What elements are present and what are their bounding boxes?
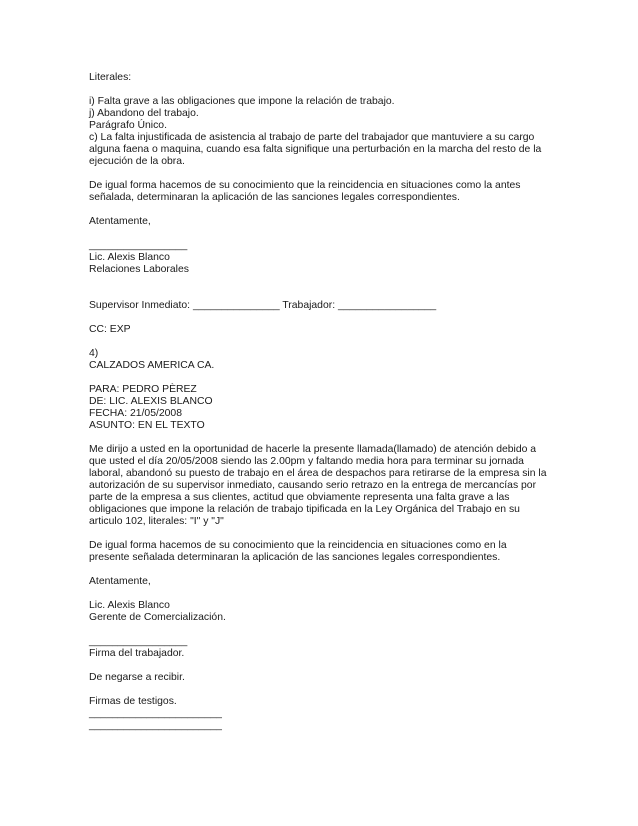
recurrence-line-1: De igual forma hacemos de su conocimiento que la reincidencia en situaciones como la antes	[89, 180, 521, 191]
company-name: CALZADOS AMERICA CA.	[89, 360, 215, 371]
literales-heading: Literales:	[89, 72, 132, 83]
literal-i: i) Falta grave a las obligaciones que impone la relación de trabajo.	[89, 96, 395, 107]
signer-name-b: Lic. Alexis Blanco	[89, 600, 170, 611]
closing: Atentamente,	[89, 216, 151, 227]
letter-number: 4)	[89, 348, 99, 359]
literal-c-line-2: alguna faena o maquina, cuando esa falta signifique una perturbación en la marcha del resto de la	[89, 144, 542, 155]
worker-signature-line: _________________	[89, 636, 188, 647]
paragraph-title: Parágrafo Único.	[89, 120, 167, 131]
to-line: PARA: PEDRO PÈREZ	[89, 384, 197, 395]
body-line-5: parte de la empresa a sus clientes, actitud que obviamente representa una falta grave a las	[89, 492, 510, 503]
literal-j: j) Abandono del trabajo.	[89, 108, 199, 119]
recurrence-b-line-2: presente señalada determinaran la aplicación de las sanciones legales correspondientes.	[89, 552, 501, 563]
worker-signature-label: Firma del trabajador.	[89, 648, 185, 659]
document-page	[89, 72, 559, 732]
closing-b: Atentamente,	[89, 576, 151, 587]
refusal-note: De negarse a recibir.	[89, 672, 185, 683]
witnesses-label: Firmas de testigos.	[89, 696, 177, 707]
literal-c-line-1: c) La falta injustificada de asistencia al trabajo de parte del trabajador que mantuviere a su cargo	[89, 132, 535, 143]
cc-line: CC: EXP	[89, 324, 131, 335]
subject-line: ASUNTO: EN EL TEXTO	[89, 420, 205, 431]
witness-line-1: _______________________	[89, 708, 222, 719]
signer-name: Lic. Alexis Blanco	[89, 252, 170, 263]
body-line-6: obligaciones que impone la relación de trabajo tipificada en la Ley Orgánica del Trabajo en su	[89, 504, 520, 515]
recurrence-line-2: señalada, determinaran la aplicación de las sanciones legales correspondientes.	[89, 192, 460, 203]
body-line-3: laboral, abandonó su puesto de trabajo en el área de despachos para retirarse de la empresa sin la	[89, 468, 547, 479]
from-line: DE: LIC. ALEXIS BLANCO	[89, 396, 213, 407]
signature-line: _________________	[89, 240, 188, 251]
signer-title-b: Gerente de Comercialización.	[89, 612, 226, 623]
body-line-4: autorización de su supervisor inmediato, causando serio retrazo en la entrega de mercancías por	[89, 480, 537, 491]
body-line-1: Me dirijo a usted en la oportunidad de hacerle la presente llamada(llamado) de atención debido a	[89, 444, 537, 455]
body-line-2: que usted el día 20/05/2008 siendo las 2.00pm y faltando media hora para terminar su jornada	[89, 456, 524, 467]
literal-c-line-3: ejecución de la obra.	[89, 156, 185, 167]
witness-line-2: _______________________	[89, 720, 222, 731]
recurrence-b-line-1: De igual forma hacemos de su conocimiento que la reincidencia en situaciones como en la	[89, 540, 507, 551]
body-line-7: articulo 102, literales: "I" y "J"	[89, 516, 224, 527]
supervisor-worker-signatures: Supervisor Inmediato: _______________ Trabajador: _________________	[89, 300, 437, 311]
signer-department: Relaciones Laborales	[89, 264, 189, 275]
date-line: FECHA: 21/05/2008	[89, 408, 182, 419]
